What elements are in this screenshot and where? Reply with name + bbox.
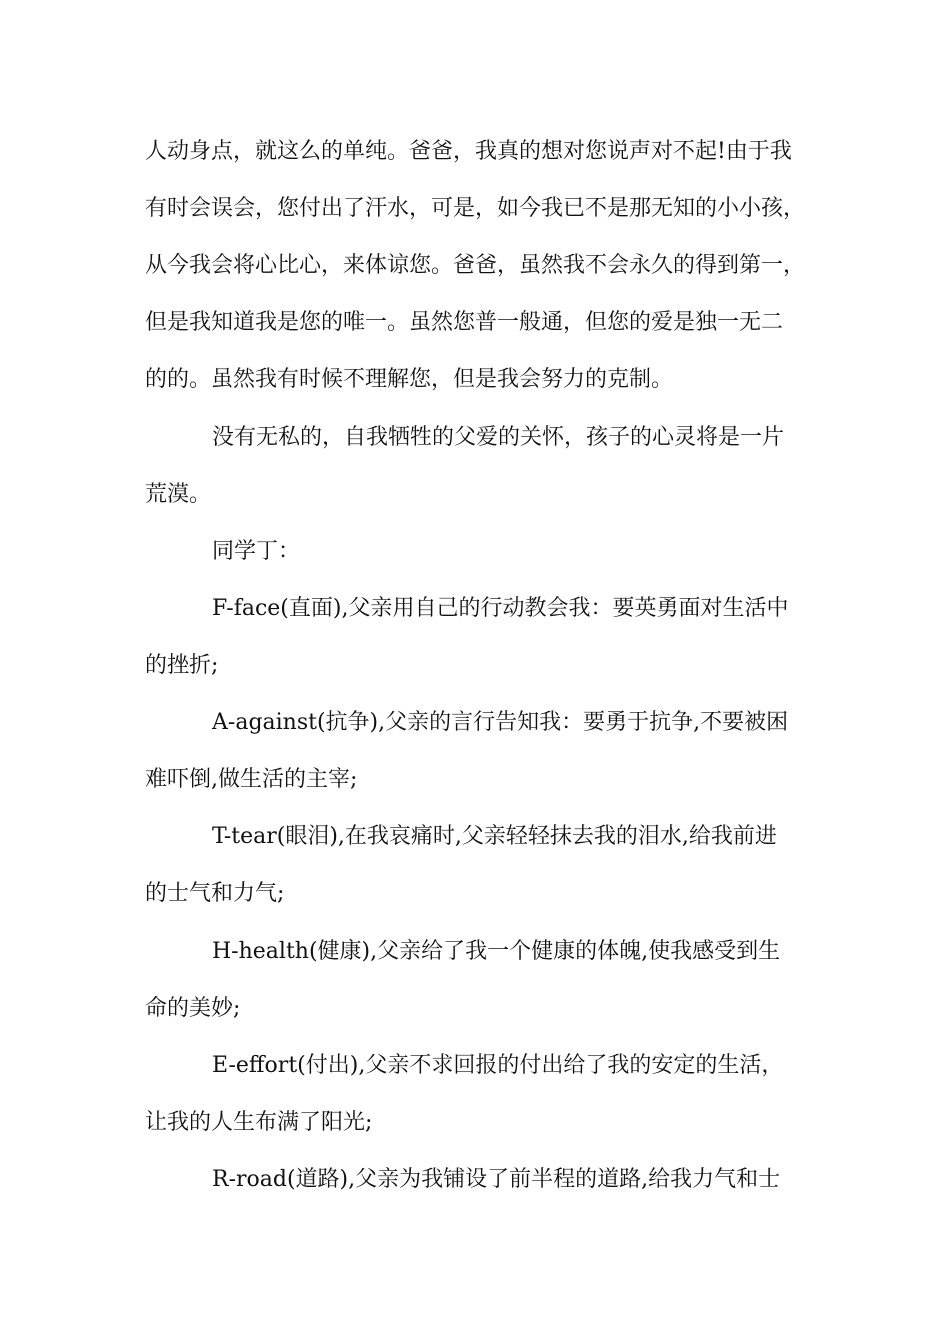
text-line: 荒漠。 xyxy=(145,482,212,507)
text-line: R-road(道路),父亲为我铺设了前半程的道路,给我力气和士 xyxy=(212,1167,781,1192)
text-line: 的的。虽然我有时候不理解您，但是我会努力的克制。 xyxy=(145,367,674,392)
text-line: 没有无私的，自我牺牲的父爱的关怀，孩子的心灵将是一片 xyxy=(212,425,785,450)
text-line: A-against(抗争),父亲的言行告知我：要勇于抗争,不要被困 xyxy=(212,710,789,735)
text-line: 从今我会将心比心，来体谅您。爸爸，虽然我不会永久的得到第一， xyxy=(145,253,806,278)
text-line: 命的美妙; xyxy=(145,996,241,1021)
text-line: 人动身点，就这么的单纯。爸爸，我真的想对您说声对不起!由于我 xyxy=(145,139,792,164)
text-line: T-tear(眼泪),在我哀痛时,父亲轻轻抹去我的泪水,给我前进 xyxy=(212,824,777,849)
text-line: 让我的人生布满了阳光; xyxy=(145,1110,373,1135)
text-line: H-health(健康),父亲给了我一个健康的体魄,使我感受到生 xyxy=(212,939,781,964)
text-line: 同学丁： xyxy=(212,539,301,564)
text-line: E-effort(付出),父亲不求回报的付出给了我的安定的生活， xyxy=(212,1053,784,1078)
text-line: 难吓倒,做生活的主宰; xyxy=(145,767,358,792)
text-line: 的士气和力气; xyxy=(145,881,285,906)
text-line: 的挫折; xyxy=(145,653,219,678)
text-line: F-face(直面),父亲用自己的行动教会我：要英勇面对生活中 xyxy=(212,596,789,621)
text-line: 但是我知道我是您的唯一。虽然您普一般通，但您的爱是独一无二 xyxy=(145,310,784,335)
text-line: 有时会误会，您付出了汗水，可是，如今我已不是那无知的小小孩， xyxy=(145,196,806,221)
